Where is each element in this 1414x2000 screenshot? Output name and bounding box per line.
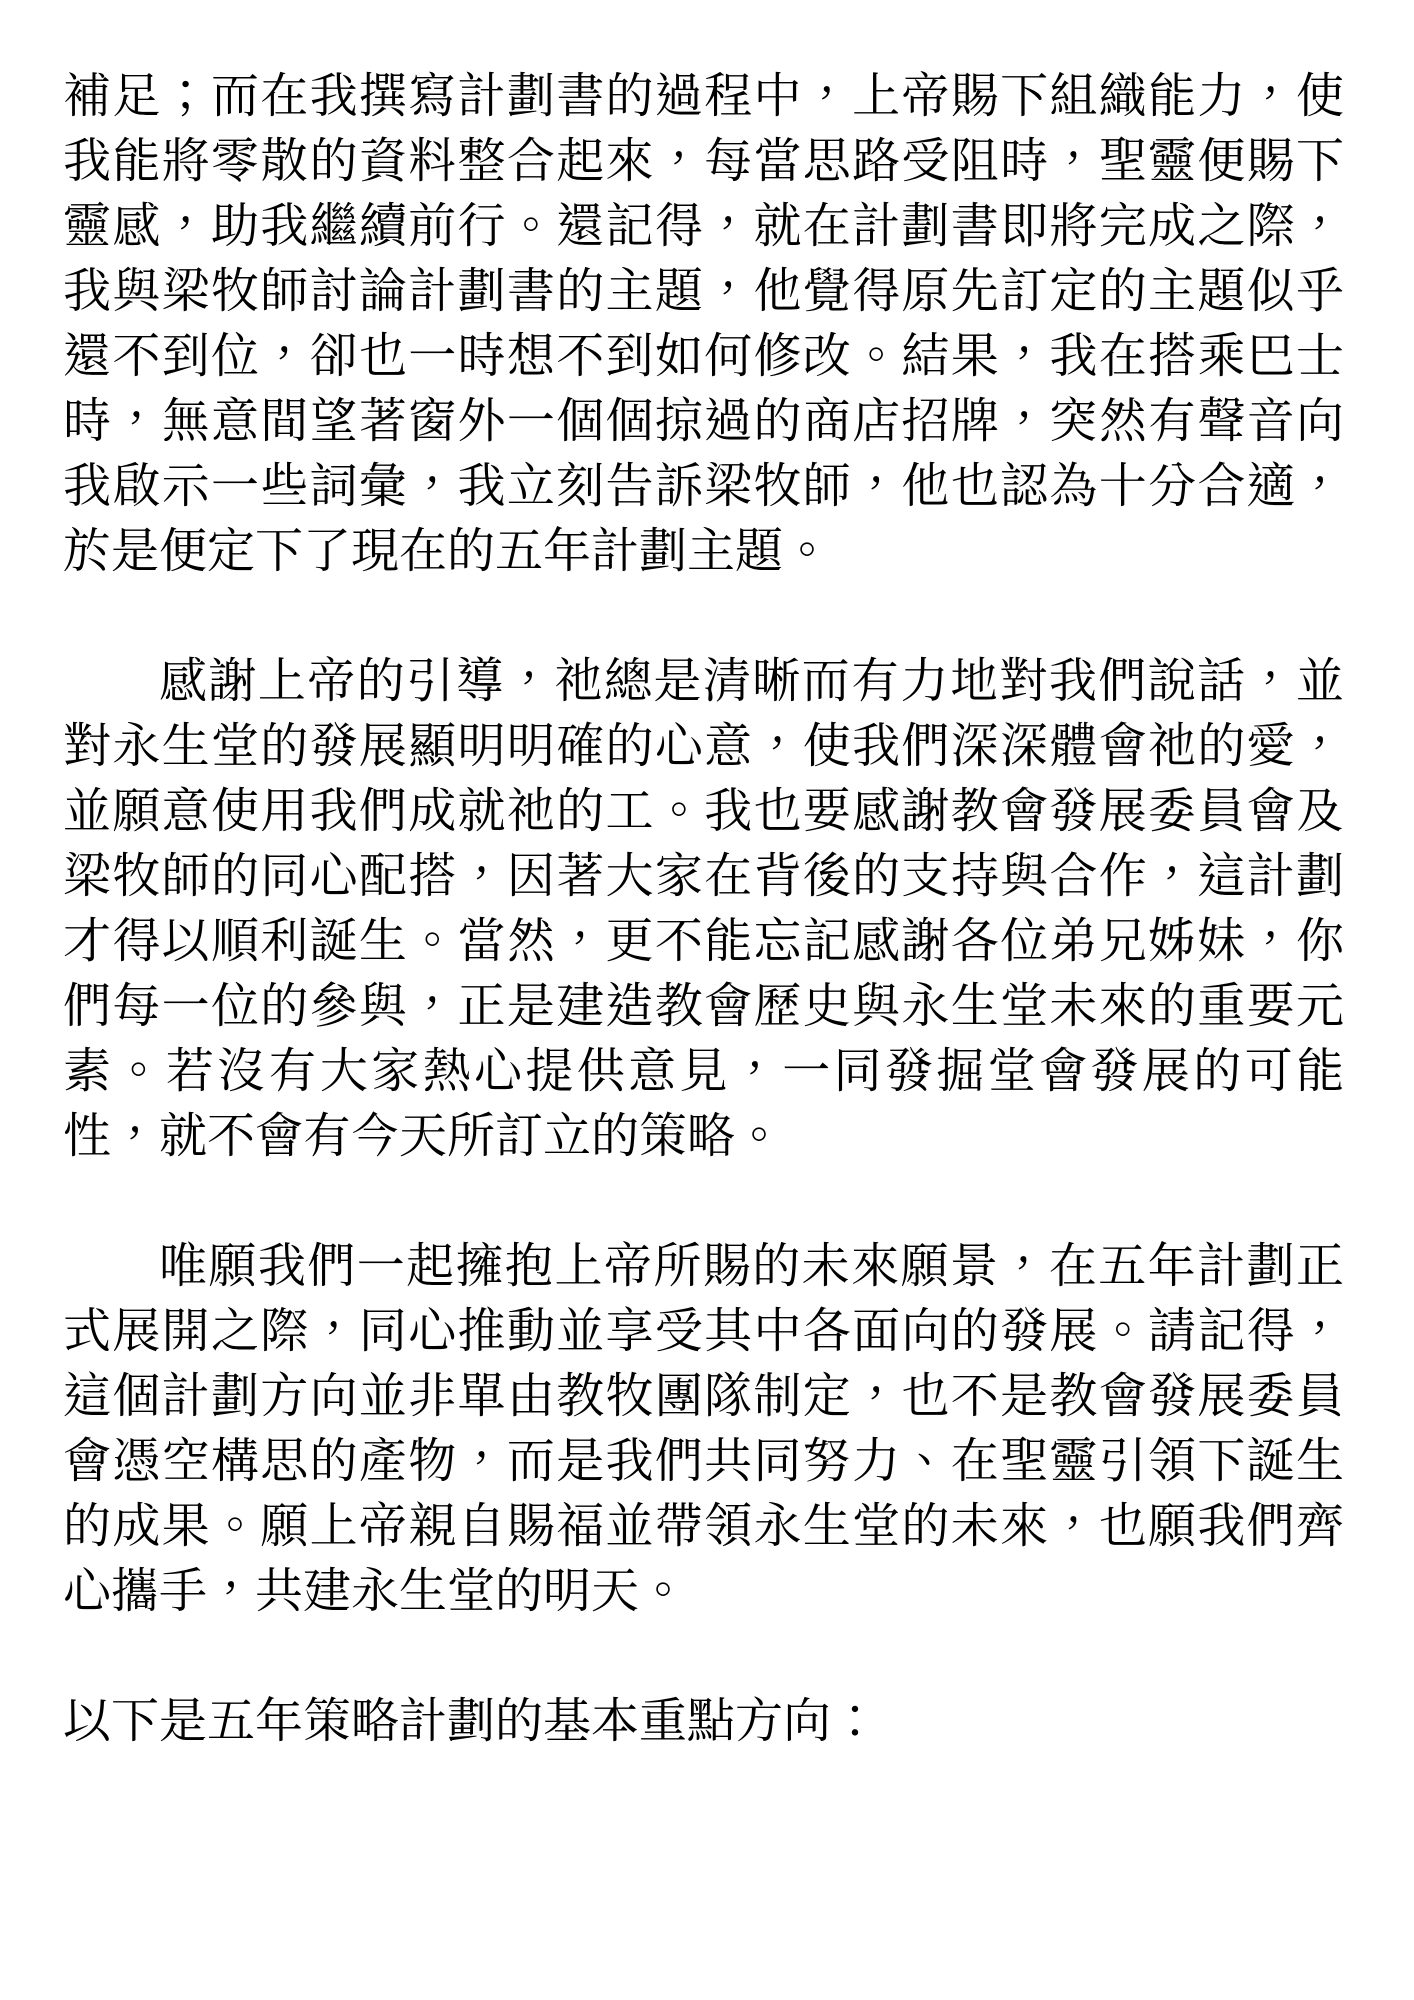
text-line: 這個計劃方向並非單由教牧團隊制定，也不是教會發展委員 xyxy=(63,1370,1344,1423)
text-line: 性，就不會有今天所訂立的策略。 xyxy=(63,1110,784,1163)
text-line: 我啟示一些詞彙，我立刻告訴梁牧師，他也認為十分合適， xyxy=(63,460,1344,513)
text-line: 心攜手，共建永生堂的明天。 xyxy=(63,1565,688,1618)
text-line: 才得以順利誕生。當然，更不能忘記感謝各位弟兄姊妹，你 xyxy=(63,915,1344,968)
text-line: 還不到位，卻也一時想不到如何修改。結果，我在搭乘巴士 xyxy=(63,330,1344,383)
text-line: 素。若沒有大家熱心提供意見，一同發掘堂會發展的可能 xyxy=(63,1045,1344,1098)
text-line: 於是便定下了現在的五年計劃主題。 xyxy=(63,525,832,578)
paragraph-3 xyxy=(63,1234,1344,1624)
text-line: 我能將零散的資料整合起來，每當思路受阻時，聖靈便賜下 xyxy=(63,135,1344,188)
text-line: 式展開之際，同心推動並享受其中各面向的發展。請記得， xyxy=(63,1305,1344,1358)
paragraph-1 xyxy=(63,64,1344,584)
text-line: 會憑空構思的產物，而是我們共同努力、在聖靈引領下誕生 xyxy=(63,1435,1344,1488)
text-line: 們每一位的參與，正是建造教會歷史與永生堂未來的重要元 xyxy=(63,980,1344,1033)
text-line: 對永生堂的發展顯明明確的心意，使我們深深體會祂的愛， xyxy=(63,720,1344,773)
text-line: 感謝上帝的引導，祂總是清晰而有力地對我們說話，並 xyxy=(159,655,1344,708)
text-line: 補足；而在我撰寫計劃書的過程中，上帝賜下組織能力，使 xyxy=(63,70,1344,123)
text-line: 我與梁牧師討論計劃書的主題，他覺得原先訂定的主題似乎 xyxy=(63,265,1344,318)
text-line: 唯願我們一起擁抱上帝所賜的未來願景，在五年計劃正 xyxy=(159,1240,1344,1293)
text-line: 以下是五年策略計劃的基本重點方向： xyxy=(63,1695,880,1748)
text-line: 的成果。願上帝親自賜福並帶領永生堂的未來，也願我們齊 xyxy=(63,1500,1344,1553)
text-line: 靈感，助我繼續前行。還記得，就在計劃書即將完成之際， xyxy=(63,200,1344,253)
text-line: 時，無意間望著窗外一個個掠過的商店招牌，突然有聲音向 xyxy=(63,395,1344,448)
paragraph-4 xyxy=(63,1689,1344,1754)
text-line: 並願意使用我們成就祂的工。我也要感謝教會發展委員會及 xyxy=(63,785,1344,838)
text-line: 梁牧師的同心配搭，因著大家在背後的支持與合作，這計劃 xyxy=(63,850,1344,903)
paragraph-2 xyxy=(63,649,1344,1169)
